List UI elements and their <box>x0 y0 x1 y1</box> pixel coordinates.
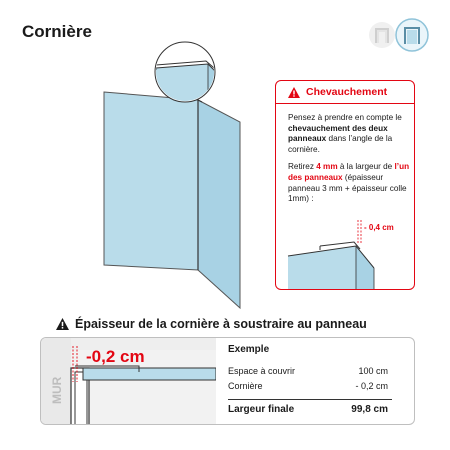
row-label-corner: Cornière <box>228 381 263 391</box>
corner-panel-diagram <box>90 40 250 310</box>
right-panel <box>198 100 240 308</box>
variant-thumbnails[interactable] <box>368 17 430 53</box>
overlap-warning-box <box>275 80 415 290</box>
flat-variant-icon[interactable] <box>369 22 395 48</box>
section-title <box>56 317 367 331</box>
overlap-dim-label: - 0,4 cm <box>364 223 394 232</box>
total-divider <box>228 399 392 400</box>
warning-paragraph-2: Retirez 4 mm à la largeur de l’un des panneaux (épaisseur panneau 3 mm + épaisseur colle 1mm) : <box>288 162 410 204</box>
wall-section-illustration <box>41 338 216 425</box>
row-value-corner: - 0,2 cm <box>355 381 388 391</box>
corner-variant-icon[interactable] <box>396 19 428 51</box>
warning-title: Chevauchement <box>306 86 388 98</box>
left-panel <box>104 92 198 270</box>
warning-header <box>276 81 414 104</box>
section-title-text: Épaisseur de la cornière à soustraire au panneau <box>75 317 367 331</box>
warning-paragraph-1: Pensez à prendre en compte le chevauchement des deux panneaux dans l’angle de la cornière. <box>288 113 402 154</box>
warning-icon <box>288 87 300 98</box>
wall-label: MUR <box>50 376 64 404</box>
thickness-dim-label: -0,2 cm <box>86 347 145 366</box>
example-title: Exemple <box>228 344 270 355</box>
page-title: Cornière <box>22 22 92 41</box>
row-label-space: Espace à couvrir <box>228 366 296 376</box>
total-value: 99,8 cm <box>351 404 388 415</box>
row-value-space: 100 cm <box>358 366 388 376</box>
total-label: Largeur finale <box>228 404 295 415</box>
overlap-illustration <box>276 216 415 290</box>
warning-icon <box>56 318 69 330</box>
